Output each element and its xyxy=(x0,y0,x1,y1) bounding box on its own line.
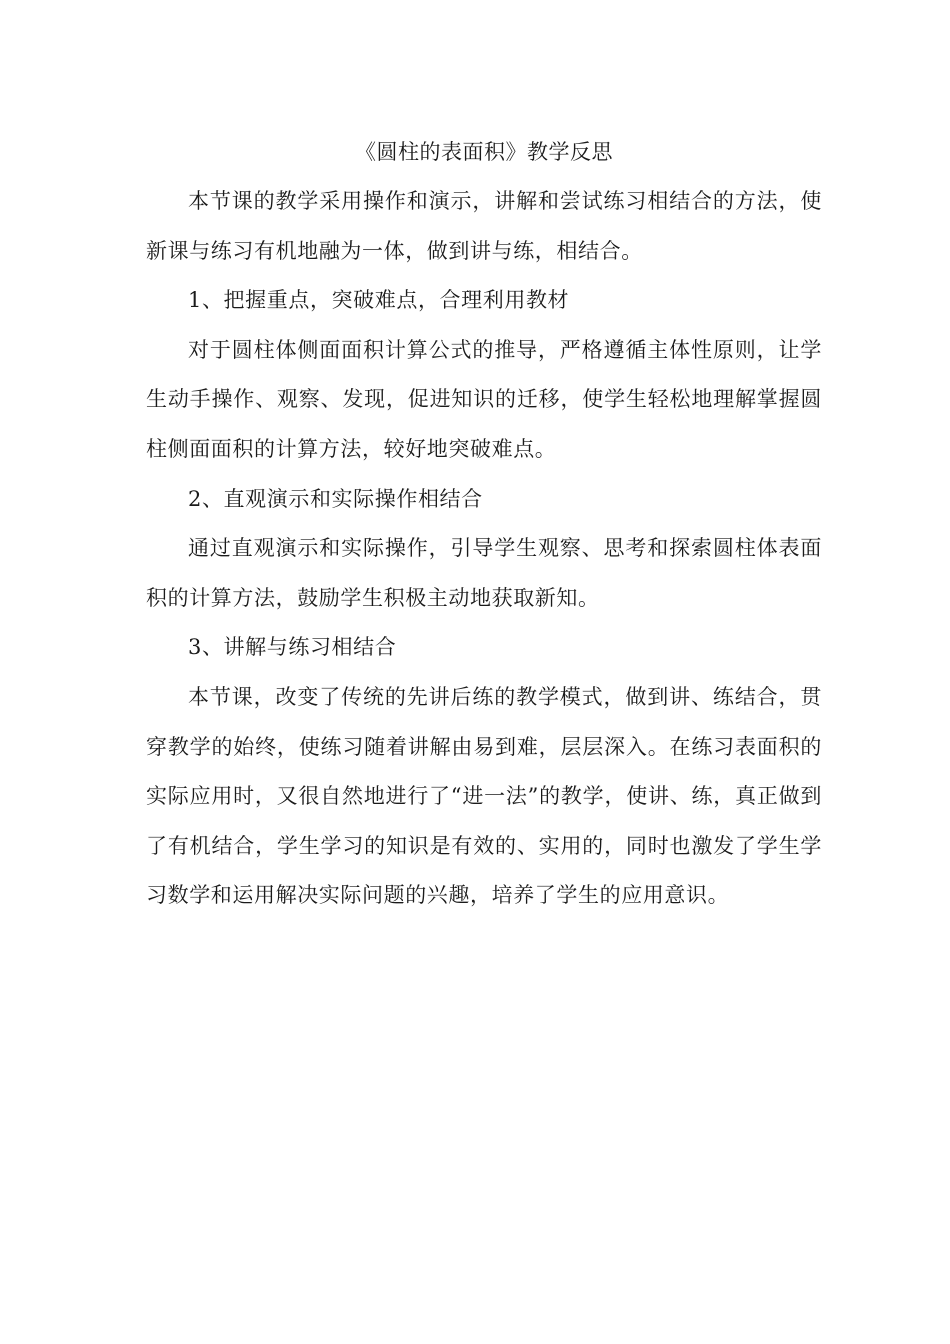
paragraph-section-2: 通过直观演示和实际操作，引导学生观察、思考和探索圆柱体表面积的计算方法，鼓励学生积极主动地获取新知。 xyxy=(146,536,822,610)
document-title: 《圆柱的表面积》教学反思 xyxy=(355,140,613,164)
paragraph-intro: 本节课的教学采用操作和演示，讲解和尝试练习相结合的方法，使新课与练习有机地融为一体，做到讲与练，相结合。 xyxy=(146,189,822,263)
section-heading-1: 1、把握重点，突破难点，合理利用教材 xyxy=(188,288,570,313)
paragraph-section-1: 对于圆柱体侧面面积计算公式的推导，严格遵循主体性原则，让学生动手操作、观察、发现，促进知识的迁移，使学生轻松地理解掌握圆柱侧面面积的计算方法，较好地突破难点。 xyxy=(146,337,822,461)
section-heading-2: 2、直观演示和实际操作相结合 xyxy=(188,486,483,511)
section-heading-3: 3、讲解与练习相结合 xyxy=(188,635,397,660)
paragraph-section-3: 本节课，改变了传统的先讲后练的教学模式，做到讲、练结合，贯穿教学的始终，使练习随着讲解由易到难，层层深入。在练习表面积的实际应用时，又很自然地进行了“进一法”的教学，使讲、练，真正做到了有机结合，学生学习的知识是有效的、实用的，同时也激发了学生学习数学和运用解决实际问题的兴趣，培养了学生的应用意识。 xyxy=(146,684,822,908)
document-body xyxy=(146,128,822,921)
